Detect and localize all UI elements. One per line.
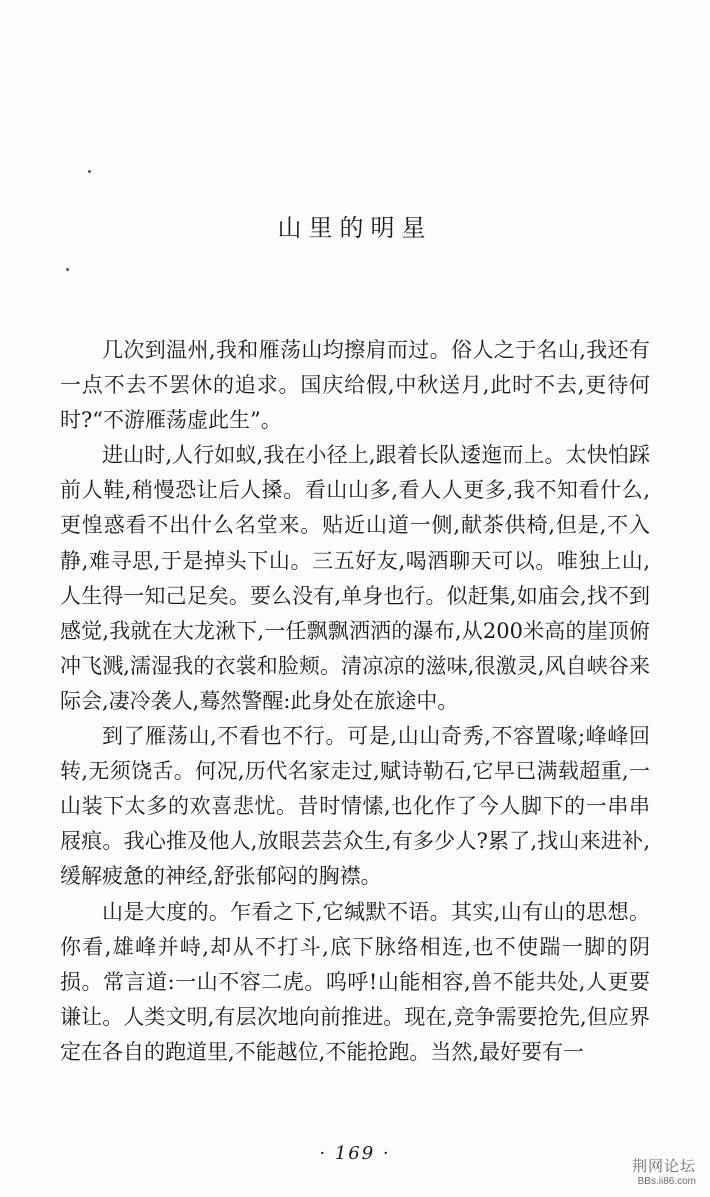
paragraph: 山是大度的。乍看之下,它缄默不语。其实,山有山的思想。你看,雄峰并峙,却从不打斗,底下脉络相连,也不使踹一脚的阴损。常言道:一山不容二虎。呜呼!山能相容,兽不能共处,人更要谦让。人类文明,有层次地向前推进。现在,竞争需要抢先,但应界定在各自的跑道里,不能越位,不能抢跑。当然,最好要有一 xyxy=(60,899,650,1064)
forum-watermark xyxy=(632,1155,696,1187)
chapter-title: 山里的明星 xyxy=(277,214,433,242)
watermark-name: 荆网论坛 xyxy=(631,1158,696,1175)
paragraph: 几次到温州,我和雁荡山均擦肩而过。俗人之于名山,我还有一点不去不罢休的追求。国庆给假,中秋送月,此时不去,更待何时?“不游雁荡虚此生”。 xyxy=(60,338,650,433)
paragraph: 到了雁荡山,不看也不行。可是,山山奇秀,不容置喙;峰峰回转,无须饶舌。何况,历代名家走过,赋诗勒石,它早已满载超重,一山装下太多的欢喜悲忧。昔时情愫,也化作了今人脚下的一串串屐痕。我心推及他人,放眼芸芸众生,有多少人?累了,找山来进补,缓解疲惫的神经,舒张郁闷的胸襟。 xyxy=(60,724,650,889)
page-number: · 169 · xyxy=(319,1143,391,1164)
ink-speck xyxy=(66,268,69,271)
ink-speck xyxy=(88,170,91,173)
paragraph: 进山时,人行如蚁,我在小径上,跟着长队逶迤而上。太快怕踩前人鞋,稍慢恐让后人搡。看山山多,看人人更多,我不知看什么,更惶惑看不出什么名堂来。贴近山道一侧,献茶供椅,但是,不入静,难寻思,于是掉头下山。三五好友,喝酒聊天可以。唯独上山,人生得一知己足矣。要么没有,单身也行。似赶集,如庙会,找不到感觉,我就在大龙湫下,一任飘飘洒洒的瀑布,从200米高的崖顶俯冲飞溅,濡湿我的衣裳和脸颊。清凉凉的滋味,很激灵,风自峡谷来际会,凄冷袭人,蓦然警醒:此身处在旅途中。 xyxy=(60,443,650,713)
watermark-url: BBs.ii86.com xyxy=(637,1176,696,1187)
body-text xyxy=(60,333,650,1070)
